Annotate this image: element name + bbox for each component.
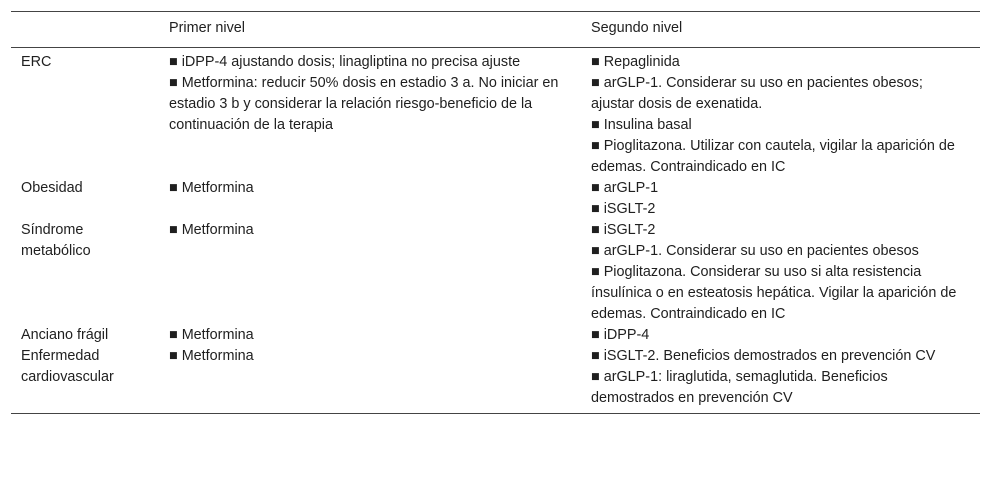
table-row — [11, 178, 980, 220]
table-row — [11, 220, 980, 325]
table-row — [11, 346, 980, 414]
row-label: ERC — [21, 54, 52, 70]
list-item: ■ iSGLT-2. Beneficios demostrados en prevención CV — [591, 348, 936, 364]
first-level-cell — [159, 325, 581, 346]
row-label: Obesidad — [21, 180, 83, 196]
header-empty — [11, 12, 159, 48]
header-segundo-nivel: Segundo nivel — [591, 20, 683, 36]
first-level-cell — [159, 220, 581, 325]
list-item: ■ Pioglitazona. Utilizar con cautela, vigilar la aparición de edemas. Contraindicado en IC — [591, 138, 955, 175]
table-row — [11, 325, 980, 346]
list-item: ■ Metformina: reducir 50% dosis en estadio 3 a. No iniciar en estadio 3 b y considerar la relación riesgo-beneficio de la continuación de la terapia — [169, 75, 559, 133]
first-level-cell — [159, 48, 581, 179]
second-level-cell — [581, 220, 980, 325]
list-item: ■ Metformina — [169, 222, 254, 238]
treatment-table — [11, 11, 980, 414]
list-item: ■ Insulina basal — [591, 117, 692, 133]
list-item: ■ arGLP-1. Considerar su uso en pacientes obesos — [591, 243, 919, 259]
list-item: ■ Pioglitazona. Considerar su uso si alta resistencia ínsulínica o en esteatosis hepática. Vigilar la aparición de edemas. Contraindicado en IC — [591, 264, 957, 322]
second-level-cell — [581, 325, 980, 346]
first-level-cell — [159, 346, 581, 414]
row-label: Síndrome metabólico — [21, 222, 91, 259]
list-item: ■ iDPP-4 ajustando dosis; linagliptina no precisa ajuste — [169, 54, 521, 70]
first-level-cell — [159, 178, 581, 220]
second-level-cell — [581, 48, 980, 179]
list-item: ■ iSGLT-2 — [591, 201, 656, 217]
second-level-cell — [581, 178, 980, 220]
list-item: ■ iSGLT-2 — [591, 222, 656, 238]
list-item: ■ iDPP-4 — [591, 327, 650, 343]
list-item: ■ arGLP-1. Considerar su uso en pacientes obesos; ajustar dosis de exenatida. — [591, 75, 923, 112]
header-primer-nivel: Primer nivel — [169, 20, 245, 36]
table-row — [11, 48, 980, 179]
list-item: ■ Repaglinida — [591, 54, 680, 70]
list-item: ■ Metformina — [169, 180, 254, 196]
second-level-cell — [581, 346, 980, 414]
header-row — [11, 12, 980, 48]
list-item: ■ arGLP-1 — [591, 180, 659, 196]
row-label: Enfermedad cardiovascular — [21, 348, 114, 385]
list-item: ■ Metformina — [169, 327, 254, 343]
list-item: ■ Metformina — [169, 348, 254, 364]
list-item: ■ arGLP-1: liraglutida, semaglutida. Beneficios demostrados en prevención CV — [591, 369, 888, 406]
row-label: Anciano frágil — [21, 327, 109, 343]
